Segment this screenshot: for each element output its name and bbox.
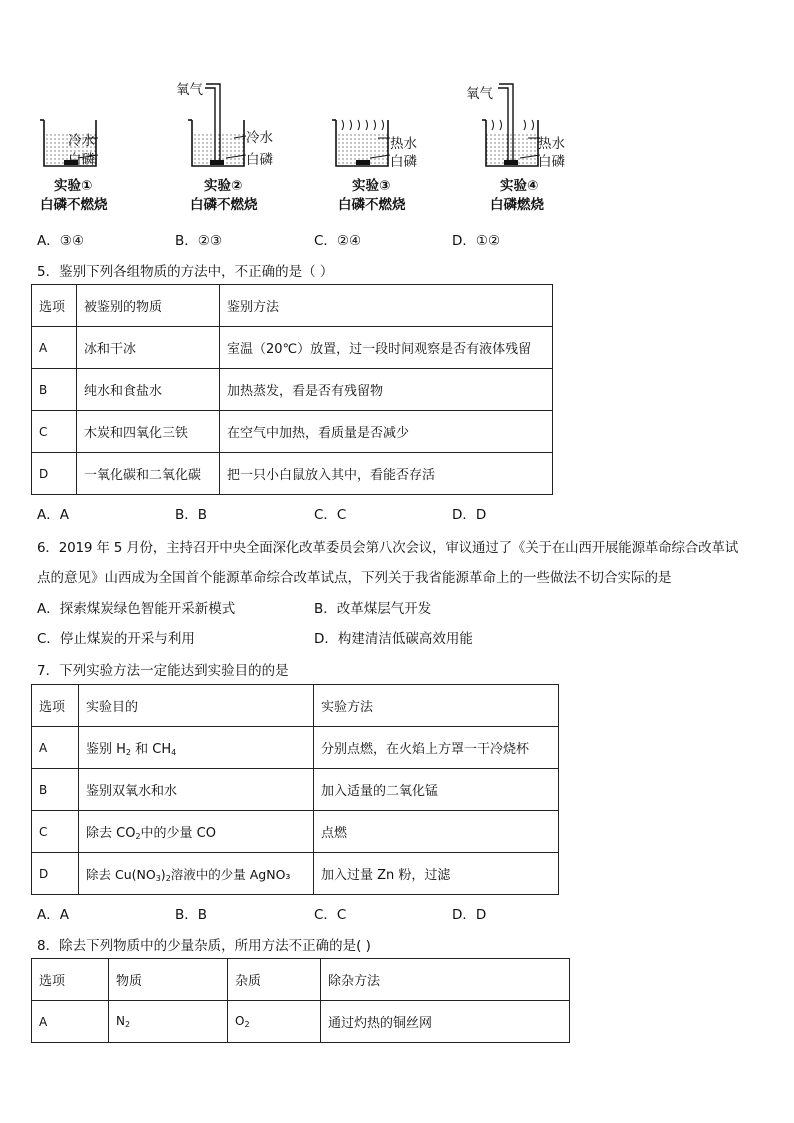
q8-table bbox=[31, 958, 570, 1043]
table-header-row bbox=[32, 285, 553, 327]
table-row bbox=[32, 1001, 570, 1043]
table-cell: D bbox=[32, 453, 77, 495]
table-header-cell: 杂质 bbox=[228, 959, 321, 1001]
table-header-cell: 被鉴别的物质 bbox=[77, 285, 220, 327]
q7-option-b[interactable]: B．B bbox=[175, 907, 208, 923]
exp4-water-label: 热水 bbox=[538, 136, 565, 152]
q6-option-d[interactable]: D．构建清洁低碳高效用能 bbox=[314, 631, 473, 647]
exp1-water-label: 冷水 bbox=[68, 133, 95, 149]
exp4-phos-label: 白磷 bbox=[538, 154, 565, 170]
table-row bbox=[32, 327, 553, 369]
q5-option-d[interactable]: D．D bbox=[452, 507, 487, 523]
q8-stem: 8．除去下列物质中的少量杂质，所用方法不正确的是( ) bbox=[37, 938, 371, 954]
q4-option-a[interactable]: A．③④ bbox=[37, 233, 84, 249]
table-cell: 除去 $CO_2$中的少量 CO bbox=[79, 811, 314, 853]
table-cell: 加入适量的二氧化锰 bbox=[314, 769, 559, 811]
table-row bbox=[32, 811, 559, 853]
table-cell: B bbox=[32, 769, 79, 811]
q5-option-a[interactable]: A．A bbox=[37, 507, 69, 523]
exp2-title: 实验② bbox=[204, 178, 243, 194]
table-row bbox=[32, 369, 553, 411]
table-cell: $O_2$ bbox=[228, 1001, 321, 1043]
table-cell: B bbox=[32, 369, 77, 411]
table-cell: 分别点燃，在火焰上方罩一干冷烧杯 bbox=[314, 727, 559, 769]
table-cell: 木炭和四氧化三铁 bbox=[77, 411, 220, 453]
table-cell: 点燃 bbox=[314, 811, 559, 853]
exp2-gas-label: 氧气 bbox=[176, 82, 203, 98]
table-header-cell: 除杂方法 bbox=[321, 959, 570, 1001]
q6-option-a[interactable]: A．探索煤炭绿色智能开采新模式 bbox=[37, 601, 236, 617]
beaker-3 bbox=[332, 120, 390, 166]
table-cell: 鉴别双氧水和水 bbox=[79, 769, 314, 811]
table-header-cell: 选项 bbox=[32, 685, 79, 727]
table-cell: C bbox=[32, 411, 77, 453]
table-cell: 在空气中加热，看质量是否减少 bbox=[220, 411, 553, 453]
exp1-result: 白磷不燃烧 bbox=[40, 197, 108, 213]
q4-option-d[interactable]: D．①② bbox=[452, 233, 501, 249]
table-cell: $N_2$ bbox=[109, 1001, 228, 1043]
q5-stem: 5．鉴别下列各组物质的方法中，不正确的是（ ） bbox=[37, 264, 334, 280]
q7-stem: 7．下列实验方法一定能达到实验目的的是 bbox=[37, 663, 289, 679]
table-header-cell: 实验方法 bbox=[314, 685, 559, 727]
table-row bbox=[32, 453, 553, 495]
q6-option-c[interactable]: C．停止煤炭的开采与利用 bbox=[37, 631, 195, 647]
q4-option-b[interactable]: B．②③ bbox=[175, 233, 222, 249]
exp1-phos-label: 白磷 bbox=[68, 152, 95, 168]
exp3-result: 白磷不燃烧 bbox=[338, 197, 406, 213]
table-cell: A bbox=[32, 727, 79, 769]
table-cell: 加入过量 Zn 粉，过滤 bbox=[314, 853, 559, 895]
q6-option-b[interactable]: B．改革煤层气开发 bbox=[314, 601, 432, 617]
exp4-gas-label: 氧气 bbox=[466, 86, 493, 102]
q5-option-b[interactable]: B．B bbox=[175, 507, 208, 523]
table-cell: 纯水和食盐水 bbox=[77, 369, 220, 411]
q5-table bbox=[31, 284, 553, 495]
table-row bbox=[32, 769, 559, 811]
table-header-row bbox=[32, 685, 559, 727]
table-cell: D bbox=[32, 853, 79, 895]
exp2-water-label: 冷水 bbox=[246, 130, 273, 146]
q4-option-c[interactable]: C．②④ bbox=[314, 233, 362, 249]
table-cell: C bbox=[32, 811, 79, 853]
table-cell: 加热蒸发，看是否有残留物 bbox=[220, 369, 553, 411]
table-cell: 把一只小白鼠放入其中，看能否存活 bbox=[220, 453, 553, 495]
table-cell: A bbox=[32, 1001, 109, 1043]
table-row bbox=[32, 411, 553, 453]
q7-option-a[interactable]: A．A bbox=[37, 907, 69, 923]
table-header-cell: 选项 bbox=[32, 959, 109, 1001]
exp2-result: 白磷不燃烧 bbox=[190, 197, 258, 213]
table-header-cell: 实验目的 bbox=[79, 685, 314, 727]
q5-option-c[interactable]: C．C bbox=[314, 507, 347, 523]
exp4-result: 白磷燃烧 bbox=[490, 197, 544, 213]
table-header-row bbox=[32, 959, 570, 1001]
exp3-water-label: 热水 bbox=[390, 136, 417, 152]
exp3-phos-label: 白磷 bbox=[390, 154, 417, 170]
q6-stem-line2: 点的意见》山西成为全国首个能源革命综合改革试点，下列关于我省能源革命上的一些做法不切合实际的是 bbox=[37, 570, 672, 586]
table-row bbox=[32, 853, 559, 895]
table-cell: 通过灼热的铜丝网 bbox=[321, 1001, 570, 1043]
table-header-cell: 物质 bbox=[109, 959, 228, 1001]
table-header-cell: 鉴别方法 bbox=[220, 285, 553, 327]
q7-option-c[interactable]: C．C bbox=[314, 907, 347, 923]
q7-table bbox=[31, 684, 559, 895]
exp3-title: 实验③ bbox=[352, 178, 391, 194]
table-cell: 室温（20℃）放置，过一段时间观察是否有液体残留 bbox=[220, 327, 553, 369]
table-cell: 除去 $Cu(NO_3)_2$溶液中的少量 AgNO₃ bbox=[79, 853, 314, 895]
q7-option-d[interactable]: D．D bbox=[452, 907, 487, 923]
exp4-title: 实验④ bbox=[500, 178, 539, 194]
exp1-title: 实验① bbox=[54, 178, 93, 194]
exp2-phos-label: 白磷 bbox=[246, 152, 273, 168]
table-cell: A bbox=[32, 327, 77, 369]
table-row bbox=[32, 727, 559, 769]
table-header-cell: 选项 bbox=[32, 285, 77, 327]
table-cell: 一氧化碳和二氧化碳 bbox=[77, 453, 220, 495]
q6-stem-line1: 6．2019 年 5 月份，主持召开中央全面深化改革委员会第八次会议，审议通过了《关于在山西开展能源革命综合改革试 bbox=[37, 540, 739, 556]
table-cell: 鉴别 $H_2$ 和 $CH_4$ bbox=[79, 727, 314, 769]
table-cell: 冰和干冰 bbox=[77, 327, 220, 369]
